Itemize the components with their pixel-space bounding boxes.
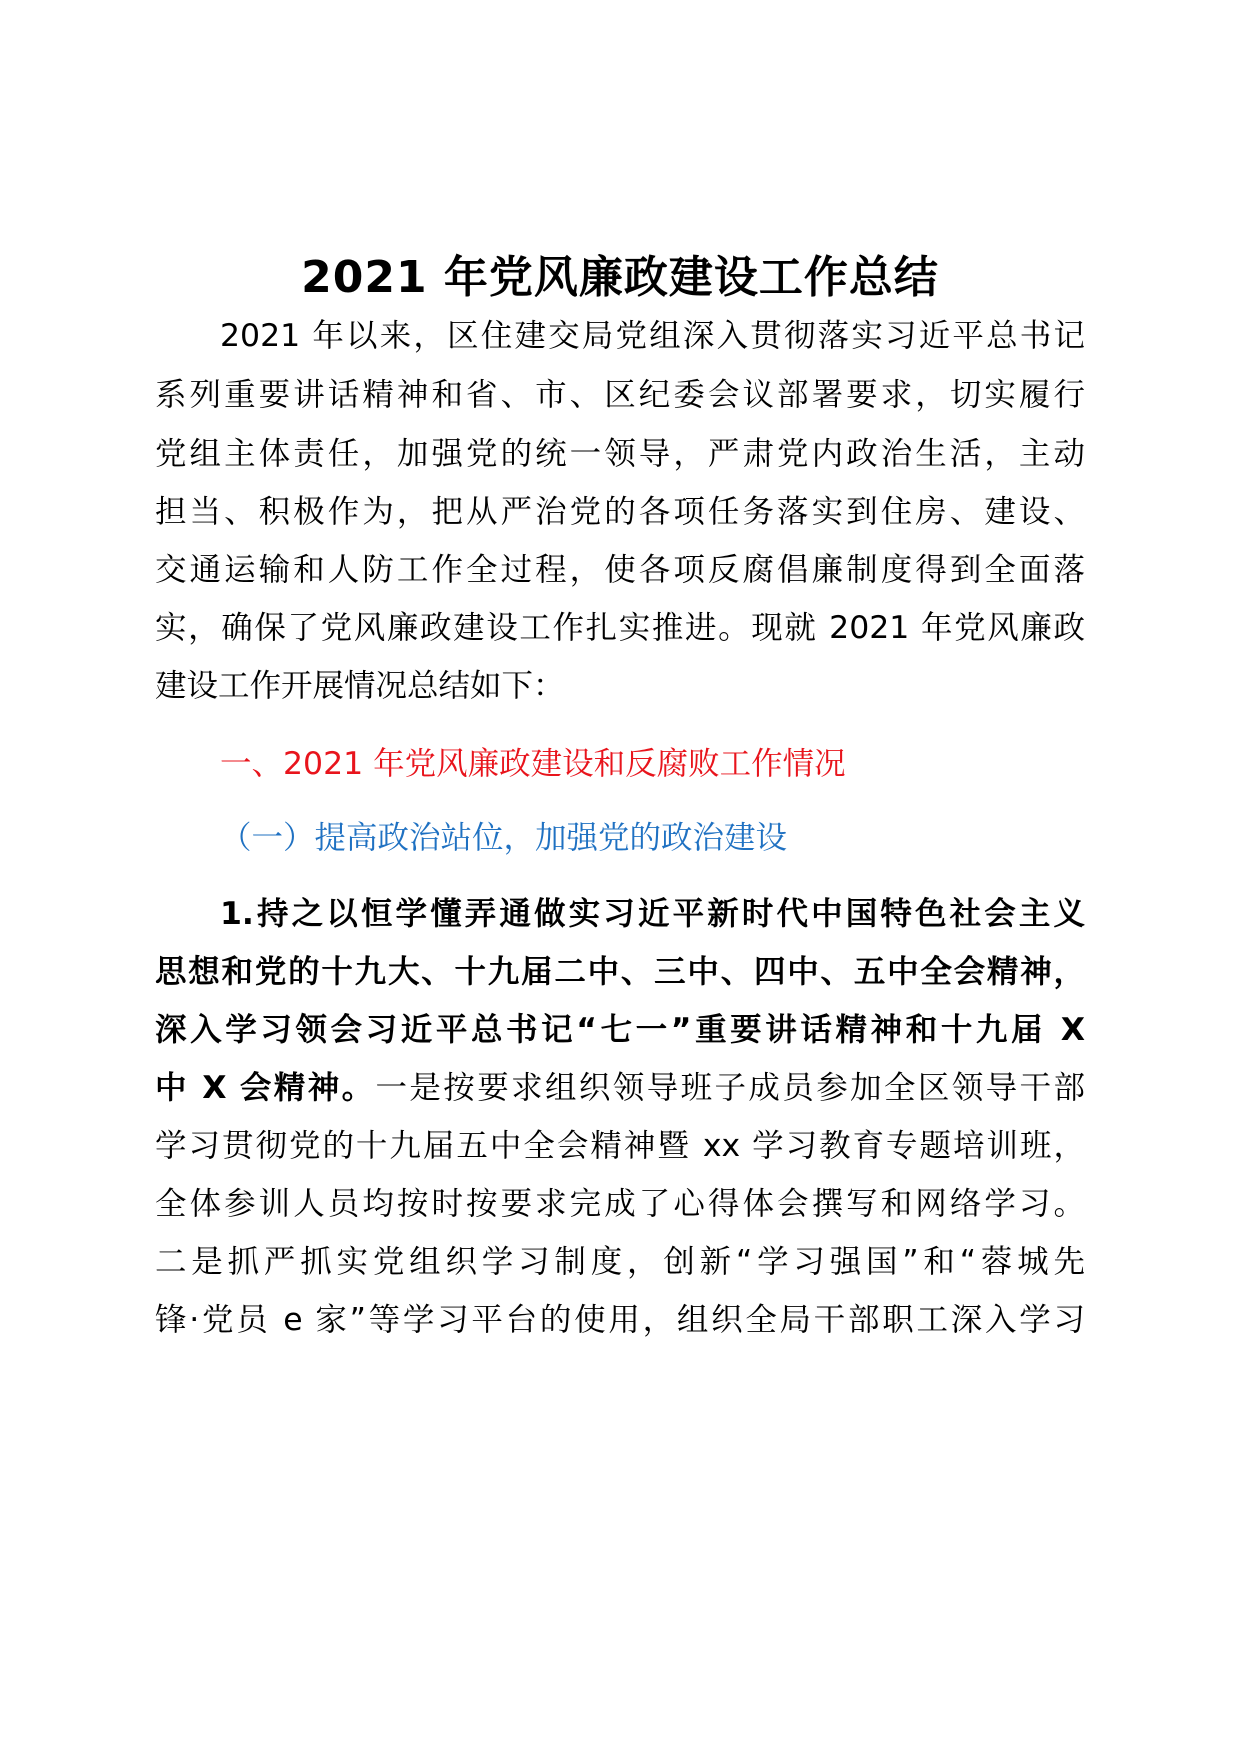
item-body-line: 锋·党员 e 家”等学习平台的使用，组织全局干部职工深入学习: [155, 1302, 1085, 1338]
item-heading-end: 中 X 会精神。: [155, 1070, 376, 1106]
intro-line: 实，确保了党风廉政建设工作扎实推进。现就 2021 年党风廉政: [155, 610, 1085, 646]
item-body-line: 二是抓严抓实党组织学习制度，创新“学习强国”和“蓉城先: [155, 1244, 1085, 1280]
subsection-heading: （一）提高政治站位，加强党的政治建设: [220, 820, 788, 856]
item-mixed-line: [155, 1068, 1085, 1108]
intro-line: 交通运输和人防工作全过程，使各项反腐倡廉制度得到全面落: [155, 552, 1085, 588]
intro-line: 2021 年以来，区住建交局党组深入贯彻落实习近平总书记: [220, 318, 1085, 354]
section-heading: 一、2021 年党风廉政建设和反腐败工作情况: [220, 746, 846, 782]
item-body-line: 全体参训人员均按时按要求完成了心得体会撰写和网络学习。: [155, 1186, 1085, 1222]
document-title: 2021 年党风廉政建设工作总结: [301, 252, 939, 303]
intro-line: 担当、积极作为，把从严治党的各项任务落实到住房、建设、: [155, 494, 1085, 530]
item-heading-line: 深入学习领会习近平总书记“七一”重要讲话精神和十九届 X: [155, 1012, 1085, 1048]
item-body-line: 学习贯彻党的十九届五中全会精神暨 xx 学习教育专题培训班，: [155, 1128, 1085, 1164]
intro-line: 党组主体责任，加强党的统一领导，严肃党内政治生活，主动: [155, 436, 1085, 472]
intro-line: 建设工作开展情况总结如下：: [155, 668, 565, 704]
item-body-start: 一是按要求组织领导班子成员参加全区领导干部: [375, 1070, 1085, 1106]
intro-line: 系列重要讲话精神和省、市、区纪委会议部署要求，切实履行: [155, 377, 1085, 413]
item-heading-line: 1.持之以恒学懂弄通做实习近平新时代中国特色社会主义: [220, 896, 1085, 932]
item-heading-line: 思想和党的十九大、十九届二中、三中、四中、五中全会精神，: [155, 954, 1085, 990]
